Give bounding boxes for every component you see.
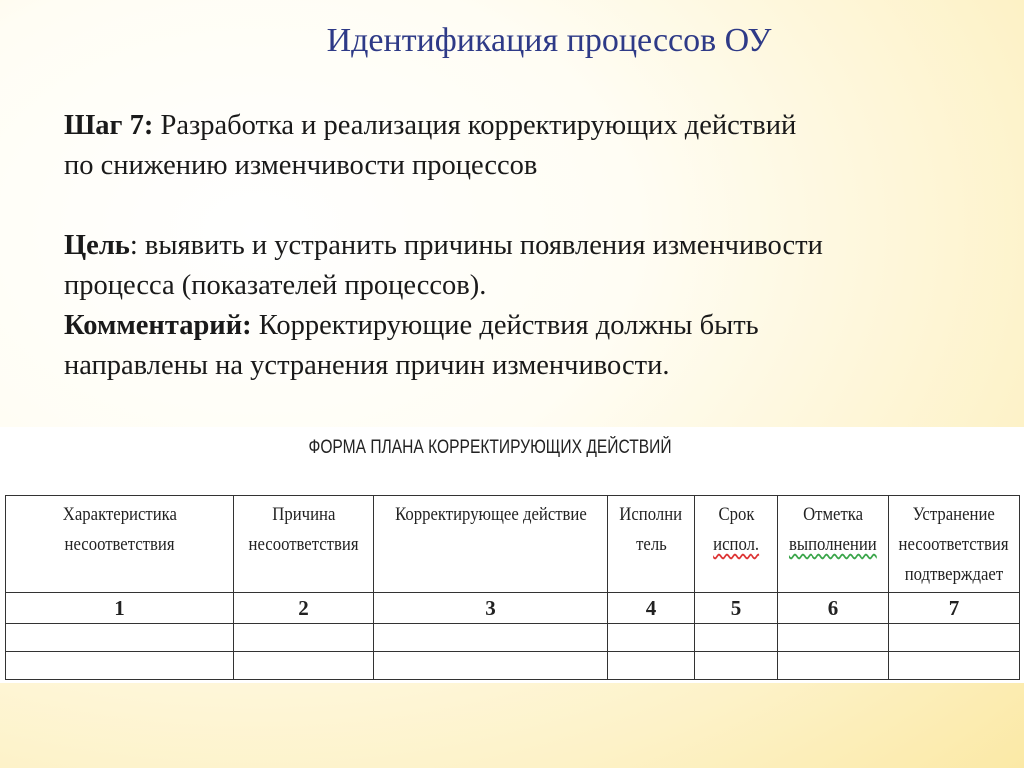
table-cell — [778, 624, 889, 652]
table-cell — [695, 624, 778, 652]
comment-paragraph — [64, 306, 994, 386]
column-header: Срок испол. — [695, 496, 778, 593]
column-header: Отметка выполнении — [778, 496, 889, 593]
goal-text-line1: : выявить и устранить причины появления изменчивости — [129, 230, 823, 261]
form-title: ФОРМА ПЛАНА КОРРЕКТИРУЮЩИХ ДЕЙСТВИЙ — [308, 437, 672, 458]
slide-title: Идентификация процессов ОУ — [326, 22, 772, 59]
table-cell — [608, 652, 695, 680]
column-header: Причина несоответствия — [234, 496, 374, 593]
column-number: 6 — [778, 593, 889, 624]
table-row — [6, 652, 1020, 680]
table-cell — [695, 652, 778, 680]
corrective-action-form — [0, 427, 1024, 683]
column-header: Исполни тель — [608, 496, 695, 593]
column-number: 2 — [234, 593, 374, 624]
slide-body — [64, 106, 994, 386]
step-paragraph — [64, 106, 994, 186]
table-cell — [374, 652, 608, 680]
table-header-row — [6, 496, 1020, 593]
table-cell — [889, 624, 1020, 652]
column-number: 7 — [889, 593, 1020, 624]
table-number-row — [6, 593, 1020, 624]
corrective-action-table — [5, 495, 1020, 680]
column-number: 5 — [695, 593, 778, 624]
column-number: 1 — [6, 593, 234, 624]
column-header: Корректирующее действие — [374, 496, 608, 593]
comment-label: Комментарий: — [64, 310, 252, 341]
table-cell — [374, 624, 608, 652]
step-text-line1: Разработка и реализация корректирующих действий — [153, 110, 797, 141]
table-cell — [234, 624, 374, 652]
goal-paragraph — [64, 226, 994, 306]
table-cell — [608, 624, 695, 652]
table-cell — [889, 652, 1020, 680]
column-header: Устранение несоответствия подтверждает — [889, 496, 1020, 593]
table-cell — [234, 652, 374, 680]
goal-text-line2: процесса (показателей процессов). — [64, 270, 487, 301]
goal-label: Цель — [64, 230, 130, 261]
column-header: Характеристика несоответствия — [6, 496, 234, 593]
step-label: Шаг 7: — [64, 110, 154, 141]
table-row — [6, 624, 1020, 652]
table-cell — [6, 652, 234, 680]
table-cell — [778, 652, 889, 680]
table-cell — [6, 624, 234, 652]
column-number: 3 — [374, 593, 608, 624]
comment-text-line1: Корректирующие действия должны быть — [251, 310, 759, 341]
step-text-line2: по снижению изменчивости процессов — [64, 150, 538, 181]
column-number: 4 — [608, 593, 695, 624]
comment-text-line2: направлены на устранения причин изменчивости. — [64, 350, 670, 381]
